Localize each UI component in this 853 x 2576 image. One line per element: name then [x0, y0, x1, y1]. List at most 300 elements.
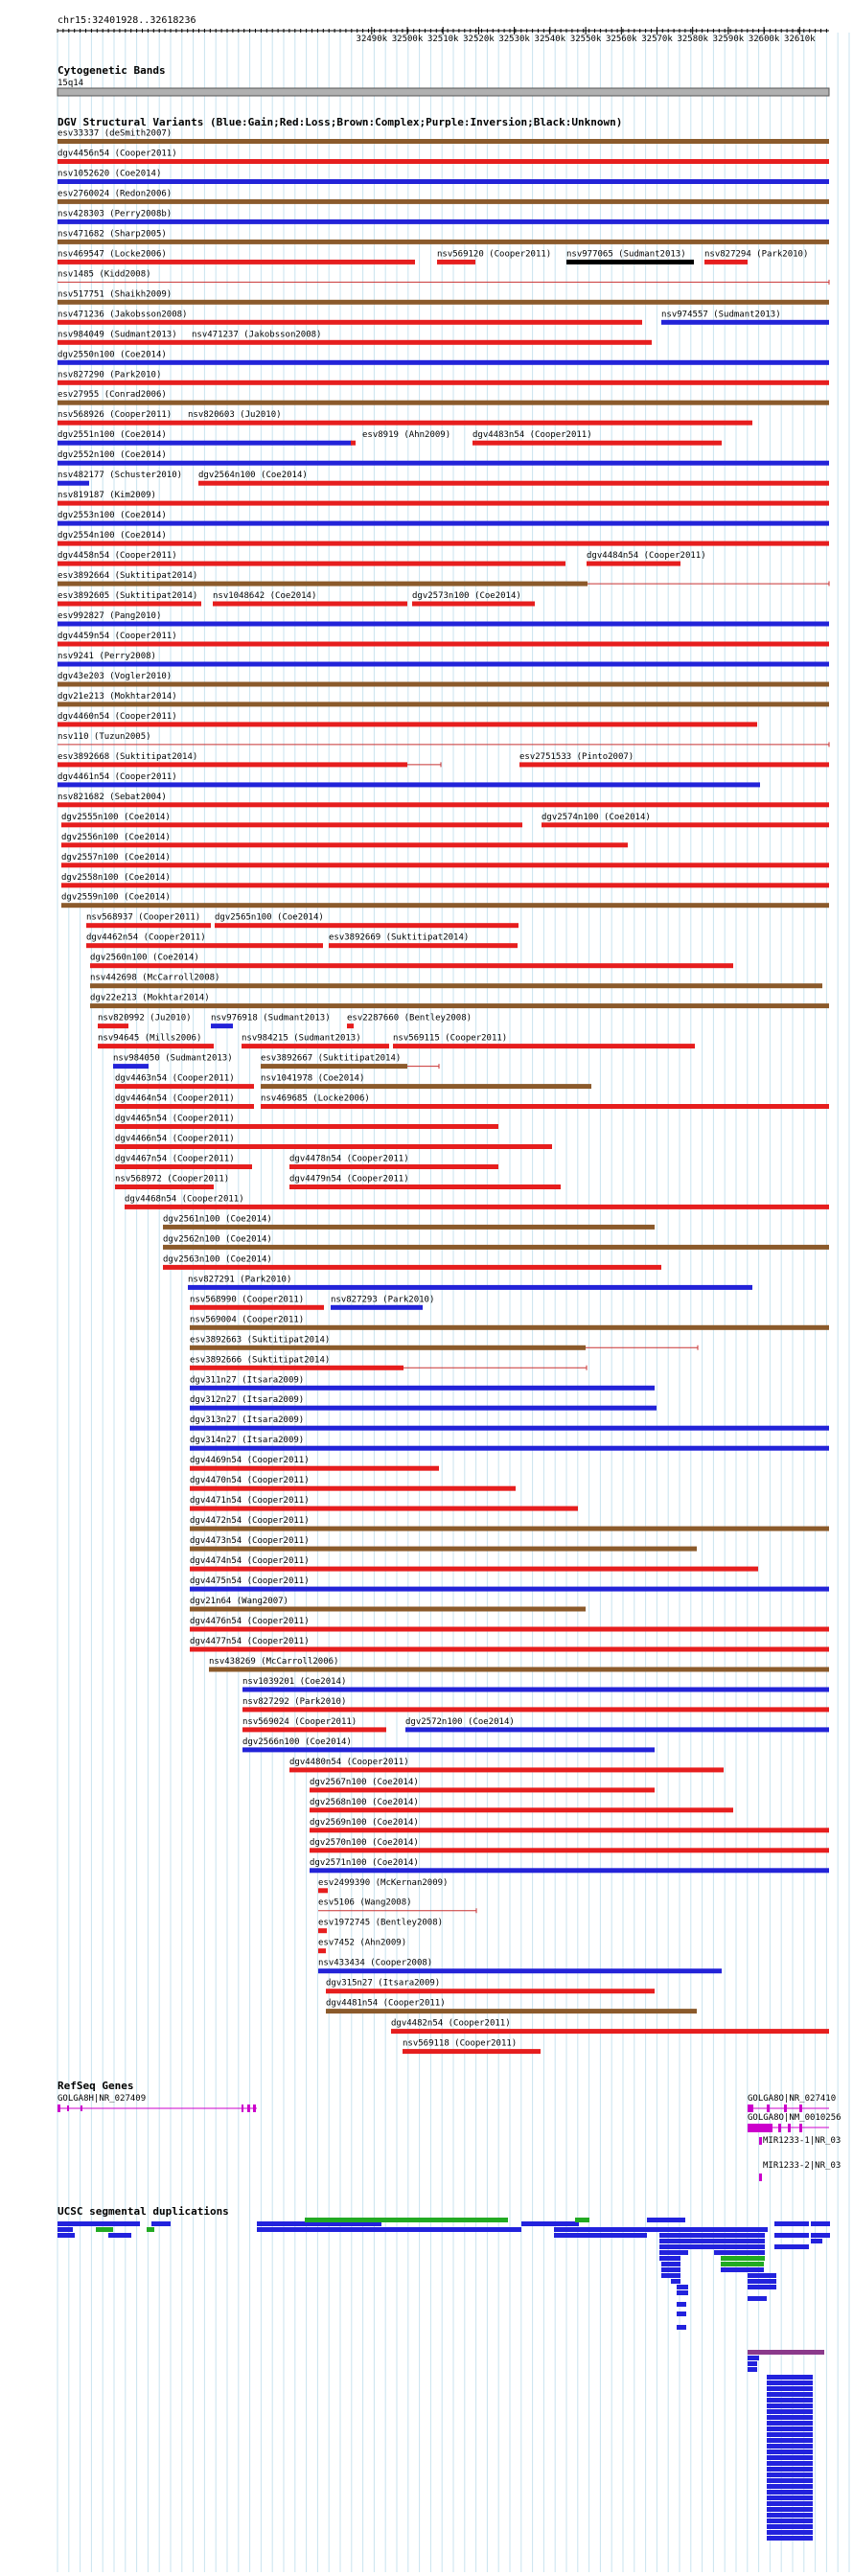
- segdup-block[interactable]: [767, 2478, 813, 2483]
- variant-label[interactable]: dgv2570n100 (Coe2014): [310, 1837, 419, 1848]
- variant-label[interactable]: dgv2566n100 (Coe2014): [242, 1736, 352, 1747]
- segdup-block[interactable]: [714, 2250, 765, 2255]
- variant-label[interactable]: dgv4466n54 (Cooper2011): [115, 1134, 235, 1144]
- variant-bar[interactable]: [391, 2029, 829, 2034]
- dgv-variant-row[interactable]: [115, 1094, 829, 1110]
- dgv-variant-row[interactable]: [326, 1979, 655, 1994]
- segdup-block[interactable]: [677, 2325, 686, 2330]
- dgv-variant-row[interactable]: [310, 1818, 829, 1833]
- variant-bar[interactable]: [58, 762, 407, 767]
- gene-label-mir1233-2[interactable]: MIR1233-2|NR_03: [763, 2161, 841, 2171]
- variant-label[interactable]: dgv2560n100 (Coe2014): [90, 953, 199, 963]
- variant-label[interactable]: dgv2561n100 (Coe2014): [163, 1214, 272, 1225]
- cytoband-bar[interactable]: [58, 88, 829, 96]
- variant-label[interactable]: nsv827293 (Park2010): [331, 1295, 435, 1305]
- segdup-block[interactable]: [721, 2262, 764, 2266]
- variant-label[interactable]: dgv4474n54 (Cooper2011): [190, 1556, 310, 1567]
- gene-golga8o-model-1[interactable]: [748, 2104, 829, 2112]
- variant-label[interactable]: dgv4459n54 (Cooper2011): [58, 632, 177, 641]
- variant-bar[interactable]: [58, 602, 201, 607]
- segdup-block[interactable]: [108, 2233, 131, 2238]
- variant-label[interactable]: nsv9241 (Perry2008): [58, 652, 156, 661]
- dgv-variant-row[interactable]: [115, 1155, 498, 1170]
- variant-label[interactable]: nsv433434 (Cooper2008): [318, 1958, 433, 1968]
- variant-bar[interactable]: [661, 320, 829, 325]
- variant-bar[interactable]: [326, 1989, 655, 1993]
- variant-bar[interactable]: [318, 1948, 326, 1953]
- dgv-variant-row[interactable]: [190, 1476, 516, 1491]
- variant-bar[interactable]: [98, 1044, 214, 1048]
- variant-label[interactable]: esv992827 (Pang2010): [58, 611, 162, 621]
- variant-bar[interactable]: [190, 1527, 829, 1531]
- variant-bar[interactable]: [113, 1064, 149, 1069]
- variant-bar[interactable]: [310, 1828, 829, 1832]
- segdup-block[interactable]: [677, 2290, 688, 2295]
- variant-label[interactable]: dgv2564n100 (Coe2014): [198, 471, 308, 481]
- variant-label[interactable]: nsv469685 (Locke2006): [261, 1093, 370, 1104]
- variant-bar[interactable]: [58, 481, 89, 486]
- variant-label[interactable]: dgv4476n54 (Cooper2011): [190, 1617, 310, 1626]
- dgv-variant-row[interactable]: [310, 1838, 829, 1853]
- segdup-block[interactable]: [767, 2404, 813, 2408]
- variant-bar[interactable]: [198, 481, 829, 486]
- variant-bar[interactable]: [566, 260, 694, 264]
- variant-bar[interactable]: [587, 562, 680, 566]
- dgv-variant-row[interactable]: [58, 330, 652, 345]
- variant-bar[interactable]: [58, 360, 829, 365]
- variant-label[interactable]: esv2499390 (McKernan2009): [318, 1877, 449, 1888]
- segdup-block[interactable]: [767, 2438, 813, 2443]
- variant-label[interactable]: dgv4471n54 (Cooper2011): [190, 1496, 310, 1506]
- segdup-block[interactable]: [767, 2472, 813, 2477]
- variant-bar[interactable]: [115, 1084, 254, 1089]
- variant-label[interactable]: dgv4456n54 (Cooper2011): [58, 149, 177, 159]
- variant-bar[interactable]: [58, 139, 829, 144]
- variant-bar[interactable]: [211, 1024, 233, 1028]
- dgv-variant-row[interactable]: [318, 1878, 448, 1894]
- dgv-variant-row[interactable]: [190, 1355, 587, 1370]
- variant-label[interactable]: dgv4483n54 (Cooper2011): [473, 430, 592, 441]
- variant-bar[interactable]: [58, 622, 829, 627]
- variant-label[interactable]: nsv110 (Tuzun2005): [58, 731, 151, 742]
- variant-label[interactable]: nsv482177 (Schuster2010): [58, 471, 183, 481]
- variant-label[interactable]: nsv442698 (McCarroll2008): [90, 973, 220, 983]
- gene-mir1233-1-model[interactable]: [759, 2137, 762, 2145]
- gene-golga8o-model-2[interactable]: [748, 2124, 829, 2132]
- variant-label[interactable]: dgv2573n100 (Coe2014): [412, 591, 521, 601]
- variant-label[interactable]: dgv2559n100 (Coe2014): [61, 892, 171, 903]
- dgv-variant-row[interactable]: [58, 772, 760, 788]
- variant-label[interactable]: dgv4473n54 (Cooper2011): [190, 1536, 310, 1547]
- dgv-variant-row[interactable]: [310, 1778, 655, 1793]
- variant-label[interactable]: dgv4480n54 (Cooper2011): [289, 1757, 409, 1767]
- variant-label[interactable]: nsv820603 (Ju2010): [188, 410, 282, 421]
- segdup-block[interactable]: [671, 2279, 680, 2284]
- variant-label[interactable]: dgv315n27 (Itsara2009): [326, 1978, 441, 1989]
- variant-label[interactable]: dgv4468n54 (Cooper2011): [125, 1194, 244, 1205]
- variant-bar[interactable]: [86, 923, 211, 928]
- segdup-block[interactable]: [100, 2221, 115, 2226]
- variant-bar[interactable]: [58, 702, 829, 706]
- segdup-block[interactable]: [767, 2496, 813, 2500]
- segdup-block[interactable]: [767, 2450, 813, 2454]
- variant-label[interactable]: dgv2555n100 (Coe2014): [61, 812, 171, 822]
- variant-label[interactable]: dgv2571n100 (Coe2014): [310, 1857, 419, 1868]
- variant-label[interactable]: nsv469547 (Locke2006): [58, 249, 167, 260]
- segdup-block[interactable]: [767, 2375, 813, 2380]
- dgv-variant-row[interactable]: [318, 1919, 443, 1934]
- variant-label[interactable]: esv7452 (Ahn2009): [318, 1938, 407, 1948]
- dgv-variant-row[interactable]: [90, 954, 733, 969]
- variant-bar[interactable]: [310, 1848, 829, 1852]
- variant-label[interactable]: nsv827290 (Park2010): [58, 370, 162, 380]
- variant-bar[interactable]: [412, 602, 535, 607]
- variant-label[interactable]: dgv4472n54 (Cooper2011): [190, 1516, 310, 1527]
- variant-bar[interactable]: [58, 340, 652, 345]
- segdup-block[interactable]: [767, 2398, 813, 2403]
- segdup-block[interactable]: [767, 2415, 813, 2420]
- variant-label[interactable]: nsv1039201 (Coe2014): [242, 1677, 347, 1687]
- variant-bar[interactable]: [58, 421, 752, 426]
- variant-label[interactable]: dgv312n27 (Itsara2009): [190, 1395, 305, 1406]
- variant-bar[interactable]: [318, 1968, 722, 1973]
- segdup-block[interactable]: [748, 2350, 824, 2355]
- dgv-variant-row[interactable]: [58, 410, 752, 426]
- dgv-variant-row[interactable]: [163, 1214, 655, 1230]
- segdup-block[interactable]: [647, 2218, 685, 2222]
- segdup-block[interactable]: [661, 2267, 680, 2272]
- dgv-variant-row[interactable]: [190, 1456, 439, 1471]
- segdup-block[interactable]: [305, 2218, 508, 2222]
- segdup-block[interactable]: [811, 2221, 830, 2226]
- variant-label[interactable]: dgv4477n54 (Cooper2011): [190, 1637, 310, 1646]
- variant-bar[interactable]: [310, 1868, 829, 1873]
- variant-bar[interactable]: [58, 802, 829, 807]
- variant-label[interactable]: esv3892605 (Suktitipat2014): [58, 591, 198, 601]
- segdup-block[interactable]: [58, 2227, 73, 2232]
- segdup-block[interactable]: [58, 2221, 140, 2226]
- variant-label[interactable]: dgv4464n54 (Cooper2011): [115, 1093, 235, 1104]
- dgv-variant-row[interactable]: [115, 1074, 591, 1090]
- variant-label[interactable]: nsv568990 (Cooper2011): [190, 1295, 305, 1305]
- variant-label[interactable]: esv1972745 (Bentley2008): [318, 1918, 444, 1928]
- variant-bar[interactable]: [242, 1044, 389, 1048]
- variant-label[interactable]: dgv2568n100 (Coe2014): [310, 1797, 419, 1807]
- dgv-variant-row[interactable]: [318, 1959, 722, 1974]
- gene-label-mir1233-1[interactable]: MIR1233-1|NR_03: [763, 2136, 841, 2146]
- segdup-block[interactable]: [767, 2421, 813, 2426]
- variant-label[interactable]: nsv984050 (Sudmant2013): [113, 1053, 233, 1064]
- segdup-block[interactable]: [677, 2285, 688, 2289]
- variant-bar[interactable]: [58, 159, 829, 164]
- dgv-variant-row[interactable]: [318, 1898, 476, 1914]
- segdup-block[interactable]: [767, 2524, 813, 2529]
- dgv-variant-row[interactable]: [61, 833, 628, 848]
- variant-label[interactable]: dgv2567n100 (Coe2014): [310, 1777, 419, 1787]
- segdup-block[interactable]: [767, 2501, 813, 2506]
- segdup-block[interactable]: [721, 2267, 764, 2272]
- variant-bar[interactable]: [58, 199, 829, 204]
- variant-bar[interactable]: [58, 441, 352, 446]
- variant-bar[interactable]: [289, 1767, 724, 1772]
- variant-bar[interactable]: [190, 1587, 829, 1592]
- variant-bar[interactable]: [163, 1225, 655, 1230]
- segdup-block[interactable]: [721, 2256, 765, 2261]
- variant-label[interactable]: nsv517751 (Shaikh2009): [58, 289, 173, 300]
- segdup-block[interactable]: [147, 2227, 154, 2232]
- variant-label[interactable]: dgv4467n54 (Cooper2011): [115, 1154, 235, 1164]
- variant-bar[interactable]: [310, 1807, 733, 1812]
- dgv-variant-row[interactable]: [190, 1335, 698, 1350]
- variant-label[interactable]: esv2287660 (Bentley2008): [347, 1013, 473, 1024]
- variant-label[interactable]: nsv569118 (Cooper2011): [403, 2038, 518, 2049]
- variant-bar[interactable]: [86, 943, 323, 948]
- variant-label[interactable]: esv27955 (Conrad2006): [58, 390, 167, 401]
- variant-bar[interactable]: [90, 963, 733, 968]
- segdup-block[interactable]: [677, 2312, 686, 2316]
- dgv-variant-row[interactable]: [403, 2039, 541, 2055]
- variant-label[interactable]: nsv1048642 (Coe2014): [213, 591, 317, 601]
- segdup-block[interactable]: [767, 2444, 813, 2449]
- variant-bar[interactable]: [58, 219, 829, 224]
- variant-label[interactable]: dgv2562n100 (Coe2014): [163, 1234, 272, 1245]
- segdup-block[interactable]: [748, 2273, 776, 2278]
- gene-label-golga8h[interactable]: GOLGA8H|NR_027409: [58, 2094, 147, 2104]
- variant-label[interactable]: nsv1485 (Kidd2008): [58, 269, 151, 280]
- variant-bar[interactable]: [405, 1727, 829, 1732]
- segdup-block[interactable]: [575, 2218, 589, 2222]
- segdup-block[interactable]: [774, 2244, 809, 2249]
- variant-label[interactable]: nsv821682 (Sebat2004): [58, 792, 167, 802]
- dgv-variant-row[interactable]: [190, 1395, 657, 1411]
- gene-label-golga8o-1[interactable]: GOLGA8O|NR_027410: [748, 2094, 837, 2104]
- dgv-variant-row[interactable]: [326, 1999, 697, 2014]
- dgv-variant-row[interactable]: [190, 1375, 655, 1391]
- segdup-block[interactable]: [659, 2233, 765, 2238]
- variant-label[interactable]: nsv1052620 (Coe2014): [58, 169, 162, 179]
- variant-label[interactable]: nsv976918 (Sudmant2013): [211, 1013, 331, 1024]
- variant-bar[interactable]: [58, 501, 829, 506]
- segdup-block[interactable]: [767, 2467, 813, 2472]
- dgv-variant-row[interactable]: [190, 1556, 758, 1572]
- variant-bar[interactable]: [163, 1245, 829, 1250]
- dgv-variant-row[interactable]: [188, 1275, 752, 1290]
- dgv-variant-row[interactable]: [289, 1758, 724, 1773]
- variant-label[interactable]: nsv568972 (Cooper2011): [115, 1174, 230, 1184]
- variant-bar[interactable]: [289, 1184, 561, 1189]
- variant-bar[interactable]: [190, 1386, 655, 1391]
- variant-label[interactable]: dgv2565n100 (Coe2014): [215, 912, 324, 923]
- segdup-block[interactable]: [767, 2518, 813, 2523]
- variant-label[interactable]: dgv2557n100 (Coe2014): [61, 852, 171, 862]
- variant-bar[interactable]: [125, 1205, 829, 1209]
- variant-label[interactable]: dgv311n27 (Itsara2009): [190, 1375, 305, 1386]
- segdup-block[interactable]: [521, 2221, 579, 2226]
- dgv-variant-row[interactable]: [391, 2019, 829, 2035]
- dgv-variant-row[interactable]: [242, 1697, 829, 1713]
- variant-bar[interactable]: [58, 642, 829, 647]
- variant-label[interactable]: dgv22e213 (Mokhtar2014): [90, 993, 210, 1003]
- segdup-block[interactable]: [748, 2361, 757, 2366]
- variant-label[interactable]: esv2760024 (Redon2006): [58, 189, 173, 199]
- segdup-block[interactable]: [767, 2409, 813, 2414]
- variant-bar[interactable]: [190, 1506, 578, 1511]
- variant-bar[interactable]: [58, 240, 829, 244]
- variant-bar[interactable]: [351, 441, 356, 446]
- variant-label[interactable]: dgv43e203 (Vogler2010): [58, 672, 173, 681]
- variant-bar[interactable]: [61, 903, 829, 908]
- variant-label[interactable]: dgv4460n54 (Cooper2011): [58, 711, 177, 722]
- segdup-block[interactable]: [767, 2455, 813, 2460]
- variant-label[interactable]: dgv4481n54 (Cooper2011): [326, 1998, 446, 2009]
- variant-bar[interactable]: [61, 822, 522, 827]
- variant-bar[interactable]: [58, 662, 829, 667]
- dgv-variant-row[interactable]: [90, 974, 822, 988]
- dgv-variant-row[interactable]: [190, 1496, 578, 1511]
- dgv-variant-row[interactable]: [86, 933, 518, 949]
- variant-label[interactable]: nsv471237 (Jakobsson2008): [192, 330, 322, 340]
- variant-label[interactable]: esv2751533 (Pinto2007): [519, 751, 634, 762]
- segdup-block[interactable]: [767, 2530, 813, 2535]
- variant-bar[interactable]: [163, 1265, 661, 1270]
- variant-label[interactable]: nsv827292 (Park2010): [242, 1696, 347, 1707]
- segdup-block[interactable]: [661, 2262, 680, 2266]
- dgv-variant-row[interactable]: [58, 430, 722, 446]
- dgv-variant-row[interactable]: [58, 551, 706, 566]
- variant-bar[interactable]: [190, 1547, 697, 1552]
- variant-bar[interactable]: [242, 1747, 655, 1752]
- variant-bar[interactable]: [58, 260, 415, 264]
- variant-label[interactable]: nsv820992 (Ju2010): [98, 1013, 192, 1024]
- variant-bar[interactable]: [61, 883, 829, 887]
- dgv-variant-row[interactable]: [242, 1717, 829, 1733]
- segdup-block[interactable]: [767, 2432, 813, 2437]
- variant-bar[interactable]: [190, 1305, 324, 1310]
- segdup-block[interactable]: [767, 2386, 813, 2391]
- variant-label[interactable]: nsv569004 (Cooper2011): [190, 1315, 305, 1325]
- variant-bar[interactable]: [519, 762, 829, 767]
- variant-bar[interactable]: [90, 1003, 829, 1008]
- dgv-variant-row[interactable]: [98, 1034, 695, 1049]
- variant-label[interactable]: dgv4478n54 (Cooper2011): [289, 1154, 409, 1164]
- variant-label[interactable]: dgv2556n100 (Coe2014): [61, 832, 171, 842]
- variant-label[interactable]: dgv21e213 (Mokhtar2014): [58, 691, 177, 702]
- dgv-variant-row[interactable]: [242, 1677, 829, 1692]
- variant-bar[interactable]: [58, 320, 642, 325]
- variant-bar[interactable]: [98, 1024, 128, 1028]
- segdup-block[interactable]: [748, 2296, 767, 2301]
- variant-label[interactable]: dgv2554n100 (Coe2014): [58, 531, 167, 541]
- variant-bar[interactable]: [190, 1627, 829, 1632]
- segdup-block[interactable]: [661, 2273, 680, 2278]
- variant-bar[interactable]: [58, 179, 829, 184]
- variant-bar[interactable]: [190, 1607, 586, 1612]
- variant-bar[interactable]: [58, 521, 829, 526]
- variant-label[interactable]: nsv984049 (Sudmant2013): [58, 330, 177, 340]
- variant-bar[interactable]: [261, 1104, 829, 1109]
- segdup-block[interactable]: [647, 2227, 768, 2232]
- variant-label[interactable]: dgv4484n54 (Cooper2011): [587, 551, 706, 562]
- variant-bar[interactable]: [704, 260, 748, 264]
- variant-bar[interactable]: [331, 1305, 423, 1310]
- dgv-variant-row[interactable]: [310, 1858, 829, 1874]
- variant-bar[interactable]: [318, 1928, 327, 1933]
- variant-bar[interactable]: [393, 1044, 695, 1048]
- variant-bar[interactable]: [58, 682, 829, 687]
- variant-label[interactable]: dgv2572n100 (Coe2014): [405, 1716, 515, 1727]
- variant-label[interactable]: dgv4463n54 (Cooper2011): [115, 1073, 235, 1084]
- segdup-block[interactable]: [58, 2233, 75, 2238]
- variant-bar[interactable]: [190, 1466, 439, 1471]
- variant-label[interactable]: dgv4479n54 (Cooper2011): [289, 1174, 409, 1184]
- segdup-block[interactable]: [748, 2285, 776, 2289]
- variant-label[interactable]: nsv977065 (Sudmant2013): [566, 249, 686, 260]
- dgv-variant-row[interactable]: [125, 1194, 829, 1209]
- variant-bar[interactable]: [437, 260, 475, 264]
- variant-bar[interactable]: [209, 1668, 829, 1672]
- variant-bar[interactable]: [58, 300, 829, 305]
- segdup-block[interactable]: [748, 2279, 776, 2284]
- variant-bar[interactable]: [58, 782, 760, 787]
- dgv-variant-row[interactable]: [318, 1939, 406, 1954]
- variant-bar[interactable]: [58, 541, 829, 546]
- variant-bar[interactable]: [115, 1124, 498, 1129]
- variant-label[interactable]: dgv4469n54 (Cooper2011): [190, 1456, 310, 1466]
- segdup-block[interactable]: [811, 2239, 822, 2243]
- variant-bar[interactable]: [90, 983, 822, 988]
- variant-bar[interactable]: [213, 602, 407, 607]
- variant-label[interactable]: nsv984215 (Sudmant2013): [242, 1033, 361, 1044]
- variant-label[interactable]: dgv314n27 (Itsara2009): [190, 1436, 305, 1446]
- variant-bar[interactable]: [215, 923, 519, 928]
- variant-label[interactable]: nsv471682 (Sharp2005): [58, 229, 167, 240]
- variant-label[interactable]: nsv94645 (Mills2006): [98, 1033, 202, 1044]
- variant-bar[interactable]: [190, 1486, 516, 1491]
- variant-label[interactable]: esv3892667 (Suktitipat2014): [261, 1053, 402, 1064]
- variant-bar[interactable]: [242, 1707, 829, 1712]
- variant-label[interactable]: dgv21n64 (Wang2007): [190, 1597, 288, 1606]
- segdup-block[interactable]: [151, 2221, 171, 2226]
- variant-label[interactable]: dgv2552n100 (Coe2014): [58, 450, 167, 461]
- segdup-block[interactable]: [767, 2484, 813, 2489]
- dgv-variant-row[interactable]: [113, 1054, 439, 1070]
- segdup-block[interactable]: [767, 2507, 813, 2512]
- variant-label[interactable]: dgv4458n54 (Cooper2011): [58, 551, 177, 562]
- variant-bar[interactable]: [115, 1164, 252, 1169]
- variant-bar[interactable]: [261, 1084, 591, 1089]
- variant-label[interactable]: nsv827294 (Park2010): [704, 249, 809, 260]
- segdup-block[interactable]: [659, 2250, 688, 2255]
- variant-bar[interactable]: [58, 461, 829, 466]
- variant-label[interactable]: nsv471236 (Jakobsson2008): [58, 310, 188, 320]
- variant-bar[interactable]: [58, 582, 588, 586]
- variant-bar[interactable]: [403, 2049, 541, 2054]
- variant-bar[interactable]: [347, 1024, 354, 1028]
- variant-label[interactable]: dgv4465n54 (Cooper2011): [115, 1114, 235, 1124]
- variant-bar[interactable]: [261, 1064, 407, 1069]
- variant-bar[interactable]: [542, 822, 829, 827]
- segdup-block[interactable]: [554, 2233, 647, 2238]
- variant-bar[interactable]: [115, 1144, 552, 1149]
- variant-label[interactable]: nsv827291 (Park2010): [188, 1275, 292, 1285]
- variant-label[interactable]: dgv4462n54 (Cooper2011): [86, 932, 206, 943]
- variant-label[interactable]: esv3892669 (Suktitipat2014): [329, 932, 470, 943]
- variant-label[interactable]: dgv2569n100 (Coe2014): [310, 1817, 419, 1828]
- variant-bar[interactable]: [190, 1366, 403, 1370]
- variant-label[interactable]: dgv4475n54 (Cooper2011): [190, 1576, 310, 1587]
- dgv-variant-row[interactable]: [58, 712, 757, 727]
- variant-bar[interactable]: [58, 401, 829, 405]
